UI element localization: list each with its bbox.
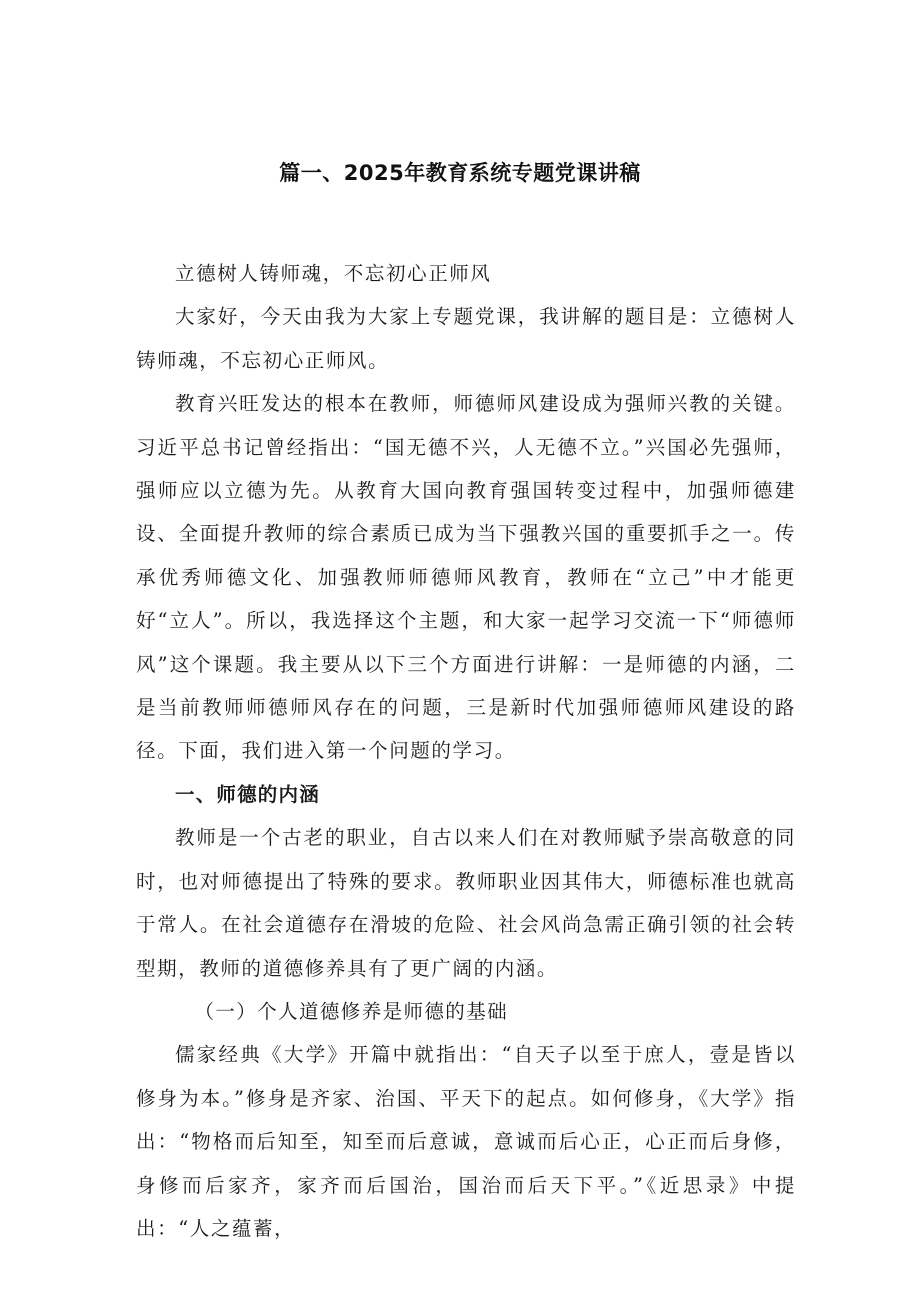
paragraph-teacher-profession: 教师是一个古老的职业，自古以来人们在对教师赋予崇高敬意的同时，也对师德提出了特殊的要求。教师职业因其伟大，师德标准也就高于常人。在社会道德存在滑坡的危险、社会风尚急需正确引领的社会转型期，教师的道德修养具有了更广阔的内涵。 [136,826,796,980]
paragraph-daxue-quote: 儒家经典《大学》开篇中就指出：“自天子以至于庶人，壹是皆以修身为本。”修身是齐家、治国、平天下的起点。如何修身，《大学》指出：“物格而后知至，知至而后意诚，意诚而后心正，心正而后身修，身修而后家齐，家齐而后国治，国治而后天下平。”《近思录》中提出：“人之蕴蓄， [136,1043,796,1240]
section-heading-1: 一、师德的内涵 [175,782,320,806]
subsection-heading-1: （一）个人道德修养是师德的基础 [194,999,509,1023]
document-title: 篇一、2025年教育系统专题党课讲稿 [279,161,641,185]
paragraph-introduction: 教育兴旺发达的根本在教师，师德师风建设成为强师兴教的关键。习近平总书记曾经指出：“国无德不兴，人无德不立。”兴国必先强师，强师应以立德为先。从教育大国向教育强国转变过程中，加强师德建设、全面提升教师的综合素质已成为当下强教兴国的重要抓手之一。传承优秀师德文化、加强教师师德师风教育，教师在“立己”中才能更好“立人”。所以，我选择这个主题，和大家一起学习交流一下“师德师风”这个课题。我主要从以下三个方面进行讲解：一是师德的内涵，二是当前教师师德师风存在的问题，三是新时代加强师德师风建设的路径。下面，我们进入第一个问题的学习。 [136,392,796,763]
speech-subtitle: 立德树人铸师魂，不忘初心正师风 [175,262,492,285]
document-body [136,252,796,1250]
paragraph-greeting: 大家好，今天由我为大家上专题党课，我讲解的题目是：立德树人铸师魂，不忘初心正师风。 [136,305,796,372]
